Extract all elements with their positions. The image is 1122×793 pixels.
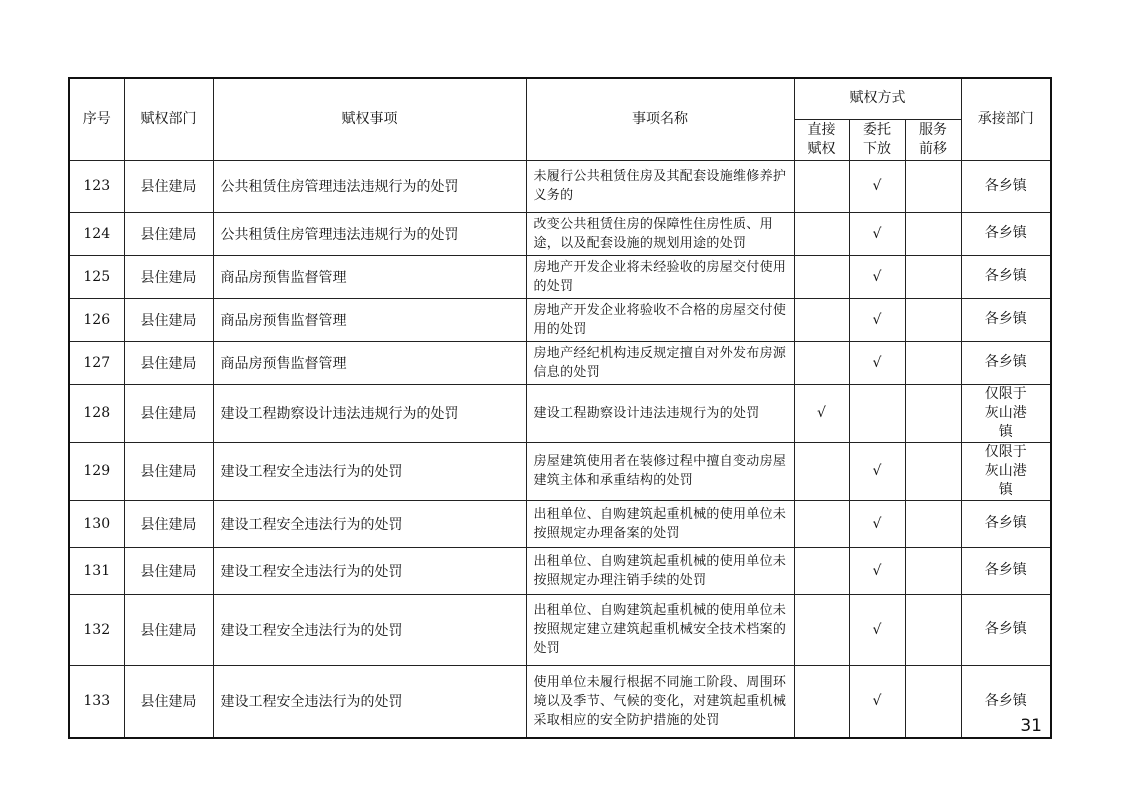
row-service-mark [905, 212, 961, 255]
row-service-mark [905, 298, 961, 341]
header-method: 赋权方式 [794, 78, 961, 119]
row-entrust-mark: √ [849, 665, 905, 738]
row-direct-mark [794, 160, 849, 212]
table-row [69, 442, 1051, 500]
row-number: 133 [69, 665, 124, 738]
table-row [69, 212, 1051, 255]
row-department: 县住建局 [124, 212, 213, 255]
row-number: 129 [69, 442, 124, 500]
row-delegated-item: 建设工程安全违法行为的处罚 [213, 594, 526, 665]
row-receiver: 各乡镇 [961, 160, 1051, 212]
row-department: 县住建局 [124, 665, 213, 738]
header-dept: 赋权部门 [124, 78, 213, 160]
row-delegated-item: 建设工程安全违法行为的处罚 [213, 547, 526, 594]
table-row [69, 341, 1051, 384]
row-direct-mark [794, 298, 849, 341]
row-department: 县住建局 [124, 298, 213, 341]
row-department: 县住建局 [124, 341, 213, 384]
row-number: 126 [69, 298, 124, 341]
table-row [69, 547, 1051, 594]
row-number: 127 [69, 341, 124, 384]
row-delegated-item: 商品房预售监督管理 [213, 255, 526, 298]
row-receiver: 仅限于灰山港镇 [961, 442, 1051, 500]
row-direct-mark [794, 341, 849, 384]
row-receiver: 各乡镇 [961, 594, 1051, 665]
row-item-name: 房地产开发企业将验收不合格的房屋交付使用的处罚 [526, 298, 794, 341]
row-department: 县住建局 [124, 594, 213, 665]
row-department: 县住建局 [124, 160, 213, 212]
row-entrust-mark: √ [849, 298, 905, 341]
row-receiver: 各乡镇 [961, 547, 1051, 594]
row-service-mark [905, 500, 961, 547]
row-department: 县住建局 [124, 442, 213, 500]
row-delegated-item: 商品房预售监督管理 [213, 298, 526, 341]
row-department: 县住建局 [124, 255, 213, 298]
row-number: 132 [69, 594, 124, 665]
table-row [69, 665, 1051, 738]
row-receiver: 各乡镇 [961, 500, 1051, 547]
row-direct-mark [794, 442, 849, 500]
row-entrust-mark: √ [849, 594, 905, 665]
row-entrust-mark [849, 384, 905, 442]
row-item-name: 改变公共租赁住房的保障性住房性质、用途，以及配套设施的规划用途的处罚 [526, 212, 794, 255]
row-direct-mark [794, 594, 849, 665]
delegation-table [68, 77, 1052, 739]
row-item-name: 出租单位、自购建筑起重机械的使用单位未按照规定办理注销手续的处罚 [526, 547, 794, 594]
header-direct: 直接赋权 [794, 119, 849, 160]
row-service-mark [905, 384, 961, 442]
row-item-name: 未履行公共租赁住房及其配套设施维修养护义务的 [526, 160, 794, 212]
row-direct-mark [794, 255, 849, 298]
row-delegated-item: 公共租赁住房管理违法违规行为的处罚 [213, 212, 526, 255]
row-receiver: 各乡镇 [961, 341, 1051, 384]
header-entrust: 委托下放 [849, 119, 905, 160]
row-direct-mark: √ [794, 384, 849, 442]
row-number: 128 [69, 384, 124, 442]
row-delegated-item: 建设工程勘察设计违法违规行为的处罚 [213, 384, 526, 442]
row-item-name: 房地产开发企业将未经验收的房屋交付使用的处罚 [526, 255, 794, 298]
table-row [69, 384, 1051, 442]
row-receiver: 仅限于灰山港镇 [961, 384, 1051, 442]
row-item-name: 建设工程勘察设计违法违规行为的处罚 [526, 384, 794, 442]
table-row [69, 298, 1051, 341]
row-direct-mark [794, 212, 849, 255]
page-number: 31 [1020, 716, 1042, 736]
row-delegated-item: 建设工程安全违法行为的处罚 [213, 442, 526, 500]
row-item-name: 出租单位、自购建筑起重机械的使用单位未按照规定办理备案的处罚 [526, 500, 794, 547]
row-service-mark [905, 594, 961, 665]
row-delegated-item: 公共租赁住房管理违法违规行为的处罚 [213, 160, 526, 212]
row-receiver: 各乡镇 [961, 298, 1051, 341]
row-number: 130 [69, 500, 124, 547]
row-entrust-mark: √ [849, 255, 905, 298]
row-number: 125 [69, 255, 124, 298]
row-receiver: 各乡镇 [961, 212, 1051, 255]
row-direct-mark [794, 500, 849, 547]
row-number: 123 [69, 160, 124, 212]
row-service-mark [905, 255, 961, 298]
table-row [69, 255, 1051, 298]
row-receiver: 各乡镇 [961, 255, 1051, 298]
row-department: 县住建局 [124, 500, 213, 547]
row-entrust-mark: √ [849, 160, 905, 212]
row-item-name: 房屋建筑使用者在装修过程中擅自变动房屋建筑主体和承重结构的处罚 [526, 442, 794, 500]
row-number: 124 [69, 212, 124, 255]
row-entrust-mark: √ [849, 442, 905, 500]
row-delegated-item: 建设工程安全违法行为的处罚 [213, 665, 526, 738]
row-item-name: 出租单位、自购建筑起重机械的使用单位未按照规定建立建筑起重机械安全技术档案的处罚 [526, 594, 794, 665]
row-service-mark [905, 442, 961, 500]
row-department: 县住建局 [124, 547, 213, 594]
header-seq: 序号 [69, 78, 124, 160]
table-row [69, 594, 1051, 665]
header-receiver: 承接部门 [961, 78, 1051, 160]
row-service-mark [905, 665, 961, 738]
header-service: 服务前移 [905, 119, 961, 160]
row-number: 131 [69, 547, 124, 594]
header-name: 事项名称 [526, 78, 794, 160]
row-direct-mark [794, 665, 849, 738]
row-item-name: 房地产经纪机构违反规定擅自对外发布房源信息的处罚 [526, 341, 794, 384]
row-entrust-mark: √ [849, 547, 905, 594]
row-delegated-item: 商品房预售监督管理 [213, 341, 526, 384]
row-service-mark [905, 160, 961, 212]
row-department: 县住建局 [124, 384, 213, 442]
row-delegated-item: 建设工程安全违法行为的处罚 [213, 500, 526, 547]
header-item: 赋权事项 [213, 78, 526, 160]
row-service-mark [905, 341, 961, 384]
table-row [69, 160, 1051, 212]
row-direct-mark [794, 547, 849, 594]
row-item-name: 使用单位未履行根据不同施工阶段、周围环境以及季节、气候的变化，对建筑起重机械采取相应的安全防护措施的处罚 [526, 665, 794, 738]
row-receiver: 各乡镇 [961, 665, 1051, 738]
table-row [69, 500, 1051, 547]
row-service-mark [905, 547, 961, 594]
row-entrust-mark: √ [849, 341, 905, 384]
row-entrust-mark: √ [849, 212, 905, 255]
row-entrust-mark: √ [849, 500, 905, 547]
